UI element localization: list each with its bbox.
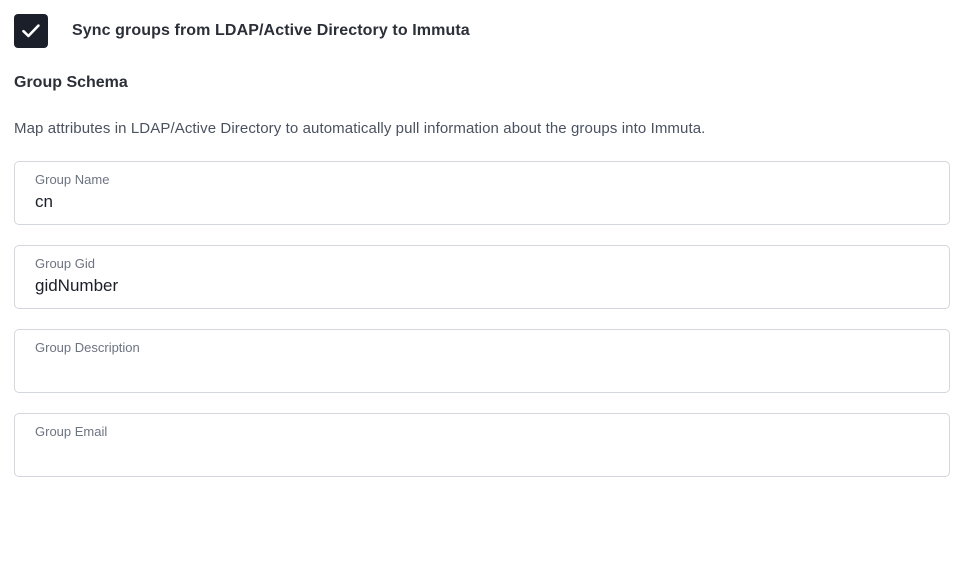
field-group-gid[interactable] <box>14 245 950 309</box>
group-description-input[interactable] <box>35 357 929 383</box>
field-label: Group Email <box>35 424 108 439</box>
sync-groups-checkbox[interactable] <box>14 14 48 48</box>
field-group-name[interactable] <box>14 161 950 225</box>
field-group-description[interactable] <box>14 329 950 393</box>
field-group-email[interactable] <box>14 413 950 477</box>
group-name-input[interactable] <box>35 189 929 215</box>
field-label: Group Description <box>35 340 140 355</box>
section-title: Group Schema <box>14 74 128 91</box>
group-gid-input[interactable] <box>35 273 929 299</box>
field-label: Group Gid <box>35 256 95 271</box>
check-icon <box>22 24 40 38</box>
sync-groups-label: Sync groups from LDAP/Active Directory to Immuta <box>72 22 470 39</box>
field-label: Group Name <box>35 172 110 187</box>
section-description: Map attributes in LDAP/Active Directory to automatically pull information about the groups into Immuta. <box>14 120 706 137</box>
sync-groups-row[interactable] <box>14 14 950 48</box>
group-email-input[interactable] <box>35 441 929 467</box>
